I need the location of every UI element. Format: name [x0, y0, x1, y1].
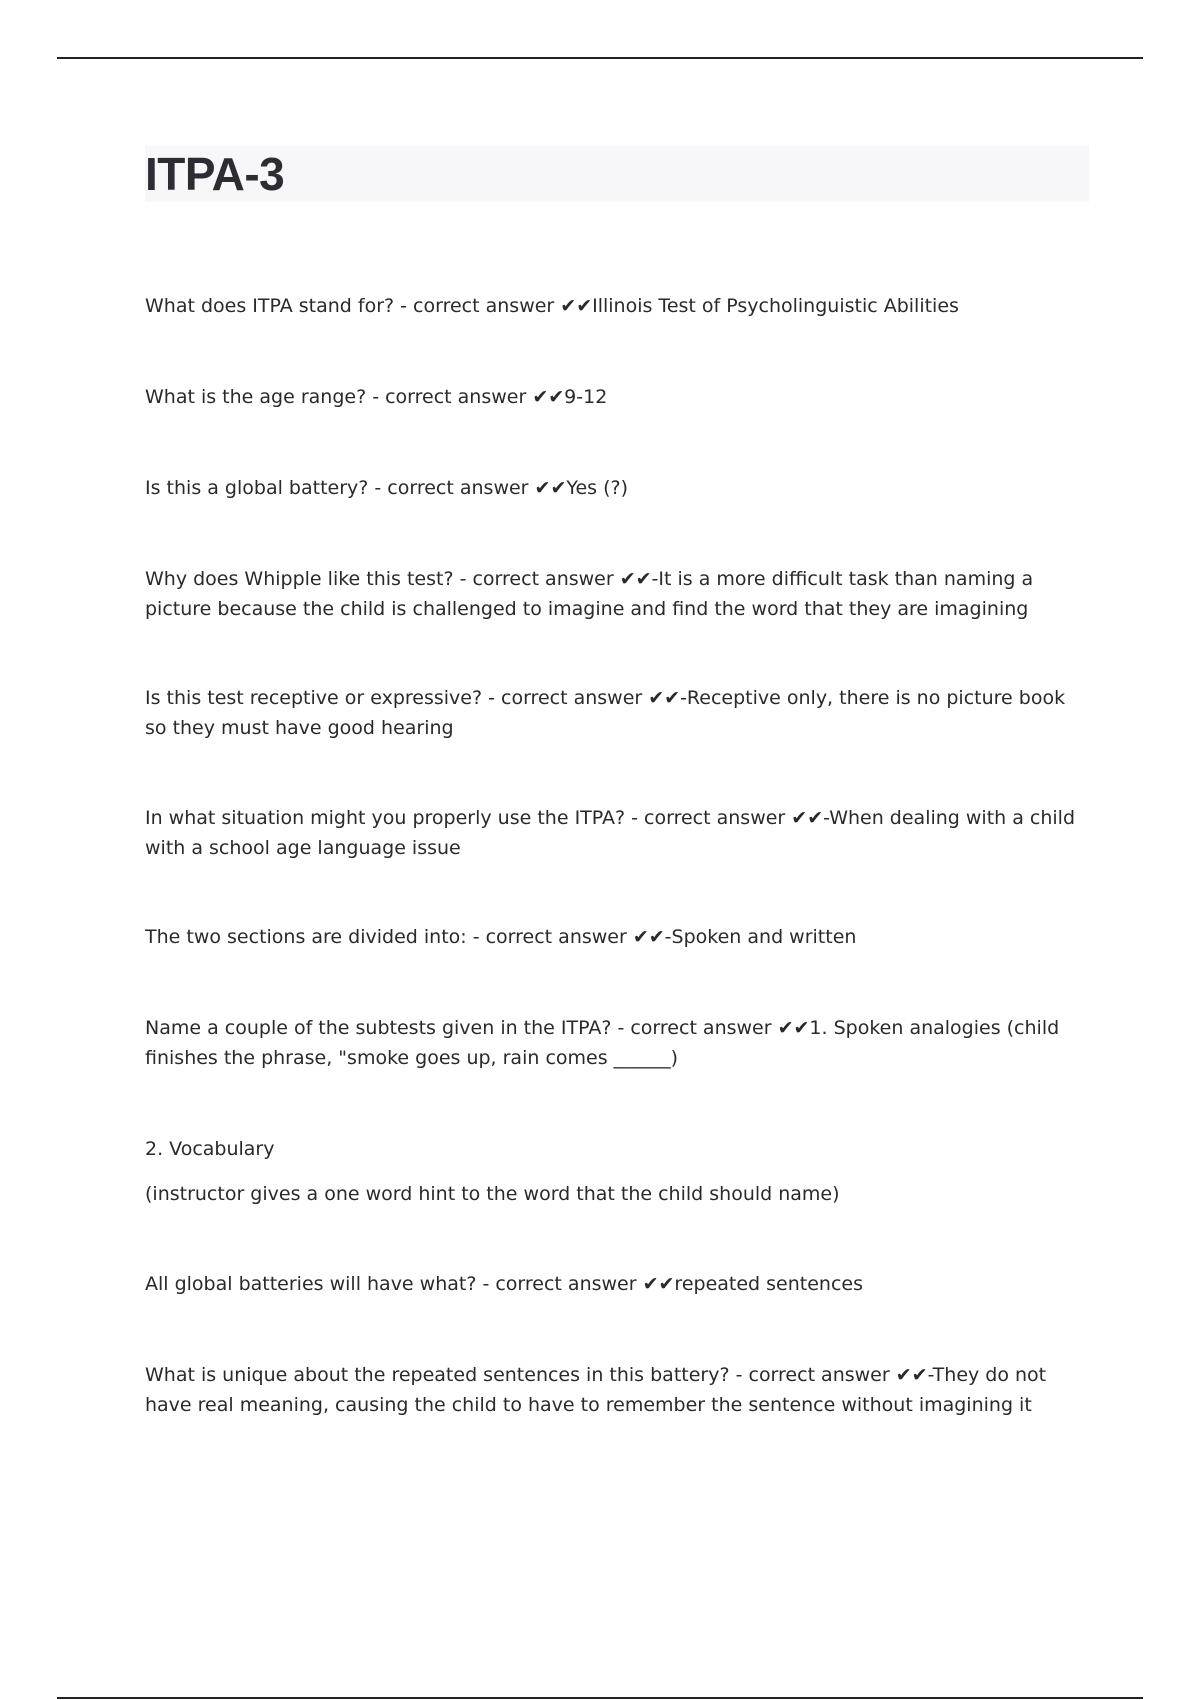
qa-item-situation: In what situation might you properly use the ITPA? - correct answer ✔✔-When dealing with a child with a school age language issue — [145, 807, 1076, 859]
qa-item-whipple: Why does Whipple like this test? - correct answer ✔✔-It is a more difficult task than naming a picture because the child is challenged to imagine and find the word that they are imagining — [145, 568, 1034, 620]
qa-item-itpa-meaning: What does ITPA stand for? - correct answer ✔✔Illinois Test of Psycholinguistic Abilities — [145, 295, 959, 317]
title-band — [145, 146, 1089, 202]
page-title: ITPA-3 — [145, 148, 285, 200]
qa-item-subtests: Name a couple of the subtests given in the ITPA? - correct answer ✔✔1. Spoken analogies (child finishes the phrase, "smoke goes up, rain comes ______) — [145, 1017, 1060, 1069]
qa-item-age-range: What is the age range? - correct answer ✔✔9-12 — [145, 386, 608, 408]
qa-item-repeated-sentences: What is unique about the repeated sentences in this battery? - correct answer ✔✔-They do not have real meaning, causing the child to have to remember the sentence without imagining it — [145, 1364, 1047, 1416]
qa-item-global-batteries: All global batteries will have what? - correct answer ✔✔repeated sentences — [145, 1273, 863, 1295]
bottom-rule — [57, 1697, 1143, 1699]
top-rule — [57, 57, 1143, 59]
qa-item-sections: The two sections are divided into: - correct answer ✔✔-Spoken and written — [145, 926, 857, 948]
qa-item-vocabulary-note: (instructor gives a one word hint to the word that the child should name) — [145, 1183, 840, 1205]
qa-item-global-battery: Is this a global battery? - correct answer ✔✔Yes (?) — [145, 477, 628, 499]
qa-item-vocabulary: 2. Vocabulary — [145, 1138, 275, 1160]
qa-item-receptive-expressive: Is this test receptive or expressive? - correct answer ✔✔-Receptive only, there is no picture book so they must have good hearing — [145, 687, 1066, 739]
